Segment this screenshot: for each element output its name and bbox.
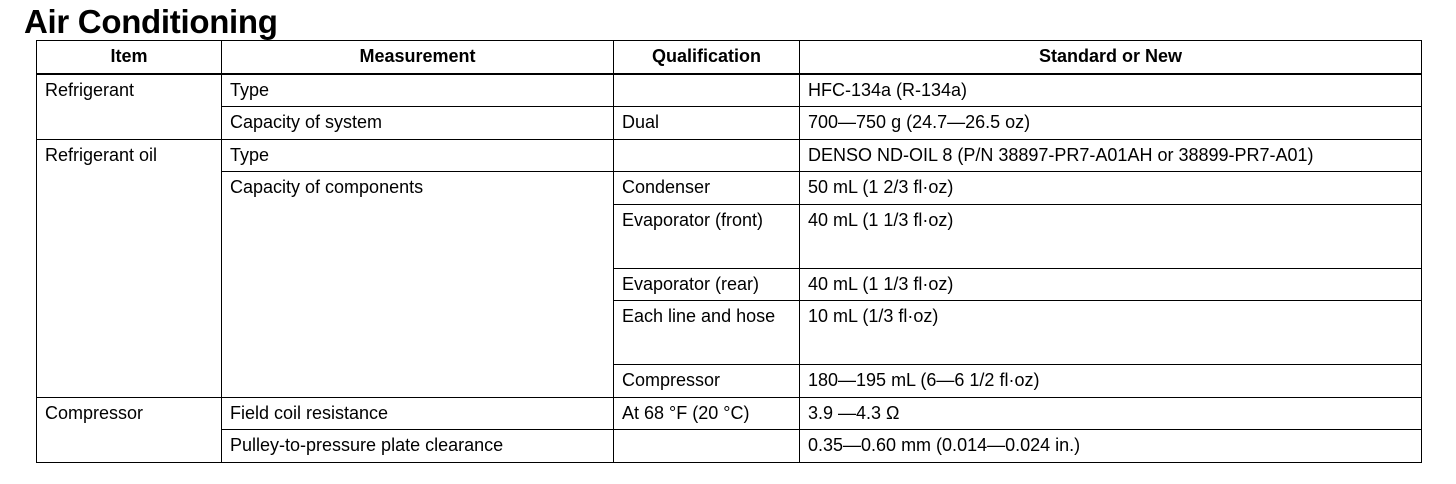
measurement-cell	[222, 204, 614, 268]
qualification-cell: Compressor	[614, 365, 800, 398]
measurement-cell	[222, 365, 614, 398]
item-cell: Refrigerant	[37, 74, 222, 107]
header-standard: Standard or New	[800, 41, 1422, 74]
header-item: Item	[37, 41, 222, 74]
measurement-cell: Type	[222, 74, 614, 107]
standard-cell: 50 mL (1 2/3 fl·oz)	[800, 172, 1422, 205]
standard-cell: 40 mL (1 1/3 fl·oz)	[800, 268, 1422, 301]
item-cell	[37, 365, 222, 398]
standard-cell: 180—195 mL (6—6 1/2 fl·oz)	[800, 365, 1422, 398]
table-row	[37, 430, 1422, 463]
item-cell: Refrigerant oil	[37, 139, 222, 172]
item-cell	[37, 268, 222, 301]
item-cell	[37, 204, 222, 268]
qualification-cell	[614, 430, 800, 463]
measurement-cell: Type	[222, 139, 614, 172]
header-measurement: Measurement	[222, 41, 614, 74]
standard-cell: HFC-134a (R-134a)	[800, 74, 1422, 107]
table-row	[37, 397, 1422, 430]
qualification-cell: Condenser	[614, 172, 800, 205]
standard-cell: 3.9 —4.3 Ω	[800, 397, 1422, 430]
measurement-cell: Capacity of components	[222, 172, 614, 205]
page-title: Air Conditioning	[24, 3, 278, 40]
qualification-cell: Evaporator (front)	[614, 204, 800, 268]
table-row	[37, 301, 1422, 365]
item-cell	[37, 172, 222, 205]
standard-cell: 10 mL (1/3 fl·oz)	[800, 301, 1422, 365]
item-cell: Compressor	[37, 397, 222, 430]
qualification-cell: At 68 °F (20 °C)	[614, 397, 800, 430]
table-row	[37, 365, 1422, 398]
item-cell	[37, 107, 222, 140]
table-header-row	[37, 41, 1422, 74]
table-row	[37, 172, 1422, 205]
standard-cell: DENSO ND-OIL 8 (P/N 38897-PR7-A01AH or 38899-PR7-A01)	[800, 139, 1422, 172]
measurement-cell: Capacity of system	[222, 107, 614, 140]
item-cell	[37, 430, 222, 463]
qualification-cell	[614, 74, 800, 107]
table-row	[37, 268, 1422, 301]
standard-cell: 40 mL (1 1/3 fl·oz)	[800, 204, 1422, 268]
table-row	[37, 139, 1422, 172]
table-row	[37, 74, 1422, 107]
standard-cell: 700—750 g (24.7—26.5 oz)	[800, 107, 1422, 140]
qualification-cell: Evaporator (rear)	[614, 268, 800, 301]
measurement-cell	[222, 301, 614, 365]
measurement-cell: Pulley-to-pressure plate clearance	[222, 430, 614, 463]
qualification-cell: Dual	[614, 107, 800, 140]
measurement-cell: Field coil resistance	[222, 397, 614, 430]
qualification-cell: Each line and hose	[614, 301, 800, 365]
qualification-cell	[614, 139, 800, 172]
table-row	[37, 107, 1422, 140]
specification-table	[36, 40, 1422, 463]
header-qualification: Qualification	[614, 41, 800, 74]
standard-cell: 0.35—0.60 mm (0.014—0.024 in.)	[800, 430, 1422, 463]
table-row	[37, 204, 1422, 268]
item-cell	[37, 301, 222, 365]
measurement-cell	[222, 268, 614, 301]
